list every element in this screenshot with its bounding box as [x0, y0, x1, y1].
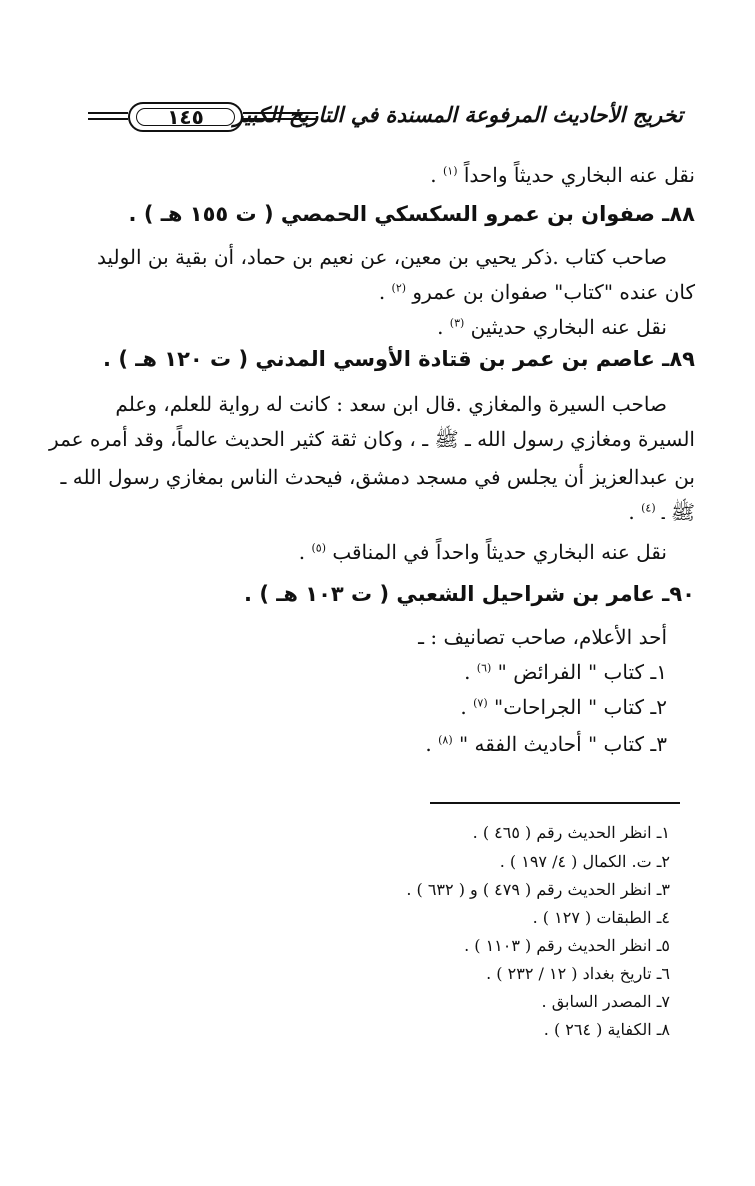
footnote-2: ٢ـ ت. الكمال ( ٤/ ١٩٧ ) .: [499, 852, 670, 871]
text-line: أحد الأعلام، صاحب تصانيف : ـ: [418, 625, 667, 649]
list-item: ٣ـ كتاب " أحاديث الفقه " $^{(٨)}$ .: [425, 732, 667, 756]
running-title: تخريج الأحاديث المرفوعة المسندة في التاريخ الكبير: [233, 102, 683, 127]
footnote-6: ٦ـ تاريخ بغداد ( ١٢ / ٢٣٢ ) .: [486, 964, 670, 983]
footnote-separator: [430, 802, 680, 804]
text-line: نقل عنه البخاري حديثاً واحداً في المناقب $^{(٥)}$ .: [298, 540, 667, 564]
text-line: السيرة ومغازي رسول الله ـ ﷺ ـ ، وكان ثقة كثير الحديث عالماً، وقد أمره عمر: [49, 427, 695, 451]
text-line: بن عبدالعزيز أن يجلس في مسجد دمشق، فيحدث الناس بمغازي رسول الله ـ: [60, 465, 695, 489]
text-line: ﷺ ـ $^{(٤)}$ .: [628, 500, 695, 524]
header-rule-left-top: [88, 112, 128, 114]
header-rule-left-bottom: [88, 118, 128, 120]
list-item: ٢ـ كتاب " الجراحات" $^{(٧)}$ .: [460, 695, 667, 719]
footnote-8: ٨ـ الكفاية ( ٢٦٤ ) .: [543, 1020, 670, 1039]
list-item: ١ـ كتاب " الفرائض " $^{(٦)}$ .: [464, 660, 667, 684]
text-line: صاحب كتاب .ذكر يحيي بن معين، عن نعيم بن حماد، أن بقية بن الوليد: [96, 245, 667, 269]
footnote-4: ٤ـ الطبقات ( ١٢٧ ) .: [532, 908, 670, 927]
text-line: نقل عنه البخاري حديثين $^{(٣)}$ .: [437, 315, 667, 339]
entry-heading-88: ٨٨ـ صفوان بن عمرو السكسكي الحمصي ( ت ١٥٥ هـ ) .: [128, 202, 695, 226]
page-number: ١٤٥: [167, 105, 204, 129]
entry-heading-90: ٩٠ـ عامر بن شراحيل الشعبي ( ت ١٠٣ هـ ) .: [244, 582, 695, 606]
entry-heading-89: ٨٩ـ عاصم بن عمر بن قتادة الأوسي المدني ( ت ١٢٠ هـ ) .: [103, 347, 695, 371]
footnote-3: ٣ـ انظر الحديث رقم ( ٤٧٩ ) و ( ٦٣٢ ) .: [406, 880, 670, 899]
text-line: نقل عنه البخاري حديثاً واحداً $^{(١)}$ .: [430, 163, 695, 187]
text-line: صاحب السيرة والمغازي .قال ابن سعد : كانت له رواية للعلم، وعلم: [115, 392, 667, 416]
page-number-frame: [128, 102, 243, 132]
text-line: كان عنده "كتاب" صفوان بن عمرو $^{(٢)}$ .: [378, 280, 695, 304]
footnote-1: ١ـ انظر الحديث رقم ( ٤٦٥ ) .: [472, 823, 670, 842]
page-header: [88, 100, 683, 136]
footnote-5: ٥ـ انظر الحديث رقم ( ١١٠٣ ) .: [464, 936, 670, 955]
footnote-7: ٧ـ المصدر السابق .: [541, 992, 670, 1011]
